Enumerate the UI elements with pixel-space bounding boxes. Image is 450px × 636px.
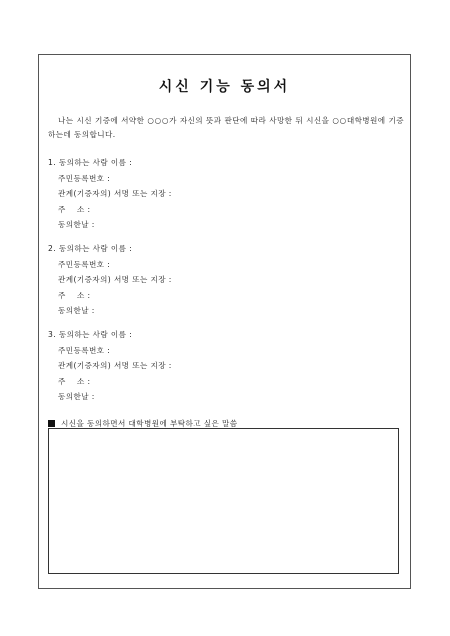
relation-signature-label: 관계(기증자의) 서명 또는 지장 : xyxy=(58,275,172,284)
consenter-section-3 xyxy=(48,327,172,405)
consenter-section-1 xyxy=(48,155,172,233)
relation-signature-label: 관계(기증자의) 서명 또는 지장 : xyxy=(58,189,172,198)
address-label: 주 소 : xyxy=(58,376,91,386)
intro-text: 나는 시신 기증에 서약한 ○○○가 자신의 뜻과 판단에 따라 사망한 뒤 시신을 ○○대학병원에 기증하는데 동의합니다. xyxy=(48,116,404,139)
consenter-name-label: 3. 동의하는 사람 이름 : xyxy=(48,330,133,339)
black-square-icon xyxy=(48,420,55,427)
consent-date-label: 동의한날 : xyxy=(58,392,95,401)
consenter-section-2 xyxy=(48,241,172,319)
consenter-name-label: 2. 동의하는 사람 이름 : xyxy=(48,244,133,253)
resident-number-label: 주민등록번호 : xyxy=(58,173,111,183)
document-title: 시신 기능 동의서 xyxy=(158,79,291,95)
relation-signature-label: 관계(기증자의) 서명 또는 지장 : xyxy=(58,361,172,370)
consent-date-label: 동의한날 : xyxy=(58,220,95,229)
memo-label: 시신을 동의하면서 대학병원에 부탁하고 싶은 말씀 xyxy=(61,419,238,428)
consent-date-label: 동의한날 : xyxy=(58,306,95,315)
intro-paragraph xyxy=(48,114,404,142)
address-label: 주 소 : xyxy=(58,290,91,300)
resident-number-label: 주민등록번호 : xyxy=(58,345,111,355)
address-label: 주 소 : xyxy=(58,204,91,214)
consenter-name-label: 1. 동의하는 사람 이름 : xyxy=(48,158,133,167)
resident-number-label: 주민등록번호 : xyxy=(58,259,111,269)
memo-box[interactable] xyxy=(48,428,399,574)
